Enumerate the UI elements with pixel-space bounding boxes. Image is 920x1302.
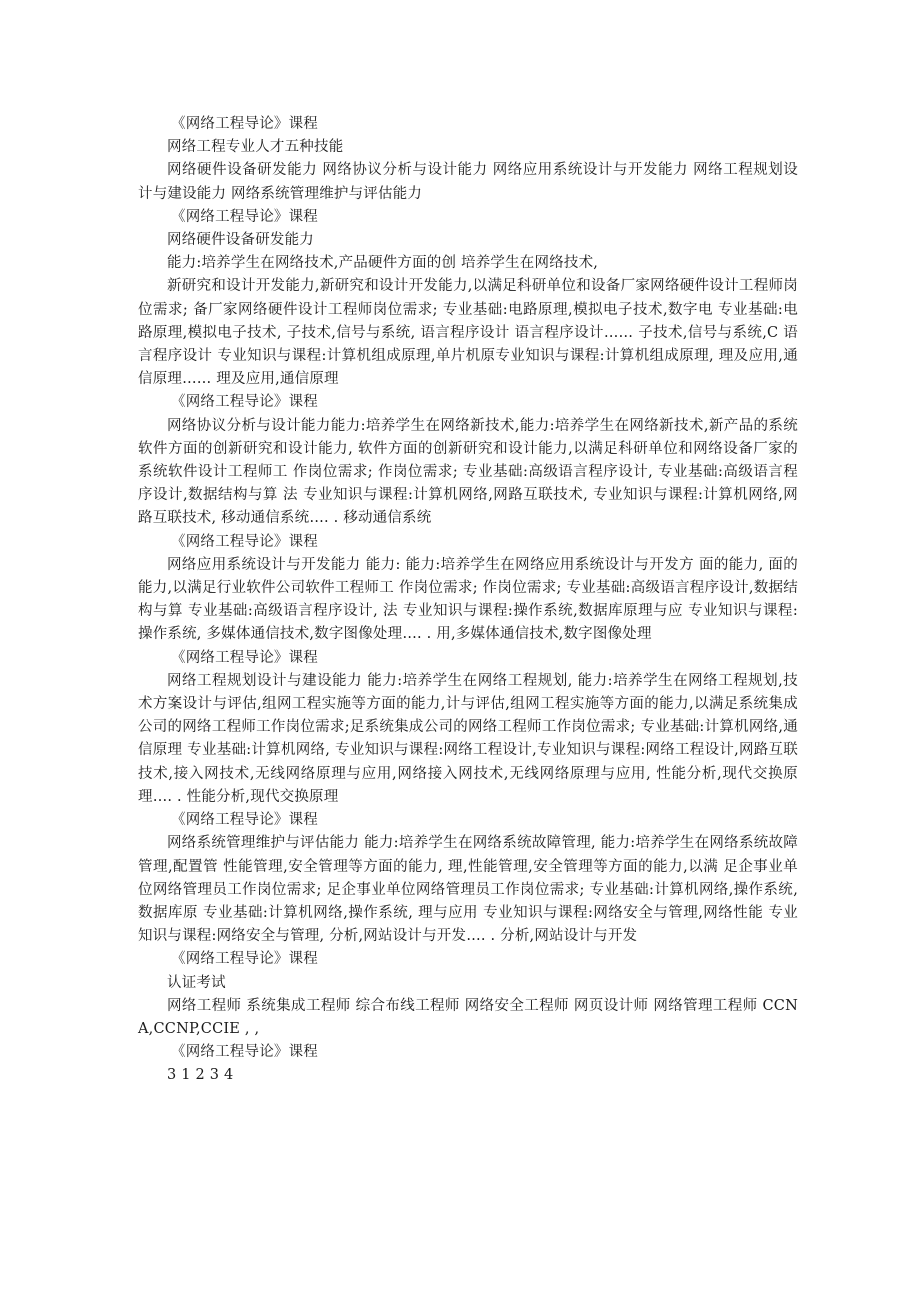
paragraph: 网络工程规划设计与建设能力 能力:培养学生在网络工程规划, 能力:培养学生在网络工程规划,技术方案设计与评估,组网工程实施等方面的能力,计与评估,组网工程实施等方面的能力,以满足系统集成公司的网络工程师工作岗位需求;足系统集成公司的网络工程师工作岗位需求; 专业基础:计算机网络,通信原理 专业基础:计算机网络, 专业知识与课程:网络工程设计,专业知识与课程:网络工程设计,网路互联技术,接入网技术,无线网络原理与应用,网络接入网技术,无线网络原理与应用, 性能分析,现代交换原理…. . 性能分析,现代交换原理 xyxy=(138,672,798,805)
course-title: 《网络工程导论》课程 xyxy=(171,533,318,550)
paragraph: 网络应用系统设计与开发能力 能力: 能力:培养学生在网络应用系统设计与开发方 面的能力, 面的能力,以满足行业软件公司软件工程师工 作岗位需求; 作岗位需求; 专业基础:高级语言程序设计,数据结构与算 专业基础:高级语言程序设计, 法 专业知识与课程:操作系统,数据库原理与应 专业知识与课程:操作系统, 多媒体通信技术,数字图像处理…. . 用,多媒体通信技术,数字图像处理 xyxy=(138,556,798,643)
paragraph: 网络协议分析与设计能力能力:培养学生在网络新技术,能力:培养学生在网络新技术,新产品的系统 软件方面的创新研究和设计能力, 软件方面的创新研究和设计能力,以满足科研单位和网络设备厂家的系统软件设计工程师工 作岗位需求; 作岗位需求; 专业基础:高级语言程序设计, 专业基础:高级语言程序设计,数据结构与算 法 专业知识与课程:计算机网络,网路互联技术, 专业知识与课程:计算机网络,网路互联技术, 移动通信系统…. . 移动通信系统 xyxy=(138,417,798,527)
paragraph: 网络硬件设备研发能力 网络协议分析与设计能力 网络应用系统设计与开发能力 网络工程规划设计与建设能力 网络系统管理维护与评估能力 xyxy=(138,162,798,202)
paragraph: 网络系统管理维护与评估能力 能力:培养学生在网络系统故障管理, 能力:培养学生在网络系统故障管理,配置管 性能管理,安全管理等方面的能力, 理,性能管理,安全管理等方面的能力,以满 足企事业单位网络管理员工作岗位需求; 足企事业单位网络管理员工作岗位需求; 专业基础:计算机网络,操作系统,数据库原 专业基础:计算机网络,操作系统, 理与应用 专业知识与课程:网络安全与管理,网络性能 专业知识与课程:网络安全与管理, 分析,网站设计与开发…. . 分析,网站设计与开发 xyxy=(138,835,798,945)
course-title: 《网络工程导论》课程 xyxy=(171,649,318,666)
document-body xyxy=(138,113,798,1088)
course-title: 《网络工程导论》课程 xyxy=(171,116,318,132)
paragraph: 新研究和设计开发能力,新研究和设计开发能力,以满足科研单位和设备厂家网络硬件设计工程师岗位需求; 备厂家网络硬件设计工程师岗位需求; 专业基础:电路原理,模拟电子技术,数字电 专业基础:电路原理,模拟电子技术, 子技术,信号与系统, 语言程序设计 语言程序设计…… 子技术,信号与系统,C 语言程序设计 专业知识与课程:计算机组成原理,单片机原专业知识与课程:计算机组成原理, 理及应用,通信原理…… 理及应用,通信原理 xyxy=(138,278,798,388)
course-title: 《网络工程导论》课程 xyxy=(171,951,318,968)
course-title: 《网络工程导论》课程 xyxy=(171,394,318,411)
course-title: 《网络工程导论》课程 xyxy=(171,208,318,225)
course-title: 《网络工程导论》课程 xyxy=(171,812,318,829)
paragraph: 能力:培养学生在网络技术,产品硬件方面的创 培养学生在网络技术, xyxy=(167,255,599,272)
course-title: 《网络工程导论》课程 xyxy=(171,1044,318,1061)
paragraph: 网络工程师 系统集成工程师 综合布线工程师 网络安全工程师 网页设计师 网络管理工程师 CCNA,CCNP,CCIE , , xyxy=(138,997,798,1037)
section-heading: 认证考试 xyxy=(167,974,226,991)
page-numbers: 3 1 2 3 4 xyxy=(167,1067,234,1084)
section-heading: 网络工程专业人才五种技能 xyxy=(167,139,344,156)
section-heading: 网络硬件设备研发能力 xyxy=(167,232,314,249)
